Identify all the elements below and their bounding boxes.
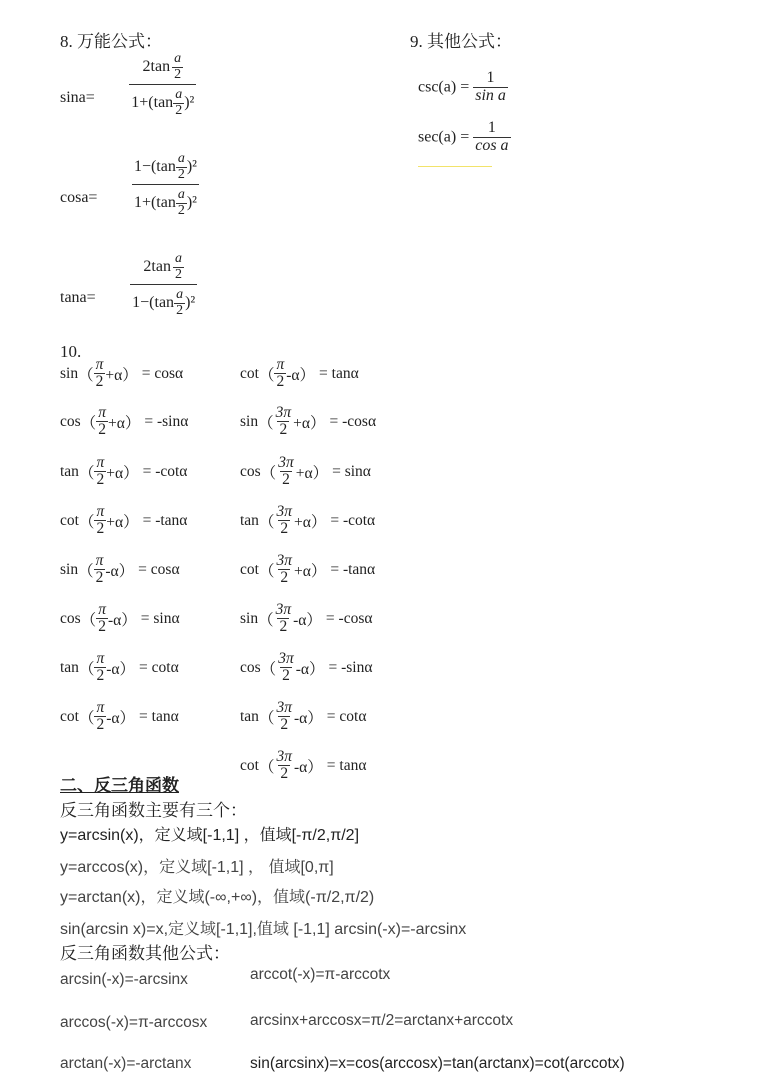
fraction-numerator: 3π (276, 748, 292, 765)
open-paren: （ (78, 562, 94, 580)
fraction-numerator: 3π (276, 503, 292, 520)
formula-arctan-neg: arctan(-x)=-arctanx (60, 1055, 192, 1072)
angle-operator: +α） (293, 562, 327, 580)
open-paren: （ (258, 758, 275, 776)
function-name: cos (60, 412, 81, 430)
function-name: cos (60, 609, 81, 627)
angle-operator: -α） (105, 562, 135, 580)
cosa-formula (60, 152, 233, 219)
angle-operator: -α） (107, 611, 137, 629)
open-paren: （ (80, 611, 97, 629)
angle-fraction (276, 651, 296, 685)
section-9-title: 9. 其他公式： (410, 32, 512, 51)
right-row (240, 405, 376, 439)
result-value: = -sinα (328, 658, 373, 676)
highlight-underline (418, 166, 492, 167)
arcsin-definition: y=arcsin(x)，定义域[-1,1] ，值域[-π/2,π/2] (60, 827, 360, 844)
angle-fraction (94, 455, 106, 489)
function-name: tan (240, 707, 259, 725)
two-tan: 2tan (142, 57, 171, 75)
fraction-numerator: 3π (278, 650, 294, 667)
function-name: cot (240, 560, 259, 578)
other-formulas-title: 反三角函数其他公式： (60, 944, 230, 963)
fraction-denominator: 2 (279, 618, 288, 636)
formula-composition: sin(arcsinx)=x=cos(arccosx)=tan(arctanx)=cot(arccotx) (250, 1055, 625, 1072)
fraction-denominator: 2 (95, 373, 104, 391)
angle-operator: +α） (105, 366, 138, 384)
section-title: 反三角函数 (94, 776, 179, 795)
a-var: a (174, 251, 182, 266)
result-value: = -cosα (325, 609, 373, 627)
open-paren: （ (78, 464, 95, 482)
angle-fraction (274, 700, 294, 734)
identity-line: sin(arcsin x)=x,定义域[-1,1],值域 [-1,1] arcsin(-x)=-arcsinx (60, 921, 467, 938)
function-name: tan (60, 462, 79, 480)
open-paren: （ (258, 513, 275, 531)
open-paren: （ (78, 660, 95, 678)
arctan-definition: y=arctan(x)，定义域(-∞,+∞)，值域(-π/2,π/2) (60, 889, 375, 906)
open-paren: （ (258, 366, 275, 384)
inverse-section-heading (60, 771, 179, 796)
right-row (240, 602, 372, 636)
fraction-numerator: π (95, 356, 104, 373)
open-paren: （ (258, 611, 274, 629)
result-value: = -cosα (329, 412, 377, 430)
one-plus-tan: 1+(tan (133, 194, 176, 212)
fraction-denominator: 2 (279, 421, 288, 439)
tana-label: tana= (60, 289, 96, 307)
fraction-denominator: 2 (96, 716, 105, 734)
two-den: 2 (177, 203, 185, 219)
angle-fraction (274, 602, 294, 636)
fraction-denominator: 2 (95, 569, 104, 587)
function-name: sin (240, 609, 259, 627)
function-name: tan (60, 658, 79, 676)
angle-fraction (94, 504, 106, 538)
function-name: sin (240, 412, 259, 430)
fraction-numerator: 3π (275, 404, 292, 421)
formula-arccot-neg: arccot(-x)=π-arccotx (250, 966, 391, 983)
close-sq: )² (186, 157, 197, 175)
open-paren: （ (78, 709, 95, 727)
fraction-numerator: π (96, 650, 105, 667)
csc-formula (418, 70, 508, 105)
formula-arccos-neg: arccos(-x)=π-arccosx (60, 1014, 208, 1031)
angle-operator: +α） (293, 414, 326, 432)
a-var: a (177, 187, 185, 203)
function-name: cos (240, 658, 261, 676)
left-row (60, 504, 187, 538)
one-minus-tan: 1−(tan (133, 157, 176, 175)
angle-fraction (274, 504, 294, 538)
sin-a-den: sin a (475, 86, 506, 104)
fraction-denominator: 2 (280, 520, 289, 538)
fraction-denominator: 2 (280, 765, 289, 783)
fraction-numerator: 3π (278, 454, 294, 471)
right-row (240, 749, 366, 783)
result-value: = sinα (140, 609, 180, 627)
left-row (60, 553, 180, 587)
angle-operator: +α） (106, 464, 139, 482)
open-paren: （ (78, 513, 95, 531)
right-row (240, 651, 373, 685)
one-minus-tan: 1−(tan (132, 294, 175, 312)
angle-fraction (94, 357, 106, 391)
fraction-denominator: 2 (282, 471, 290, 489)
function-name: tan (240, 511, 259, 529)
section-10-title: 10. (60, 342, 82, 361)
right-row (240, 553, 375, 587)
fraction-numerator: 3π (275, 601, 292, 618)
open-paren: （ (260, 464, 277, 482)
function-name: cot (240, 364, 259, 382)
one-num: 1 (486, 69, 495, 86)
angle-fraction (276, 455, 296, 489)
tana-formula (60, 252, 232, 319)
fraction-numerator: π (98, 601, 106, 618)
result-value: = -cotα (142, 462, 188, 480)
left-row (60, 651, 179, 685)
fraction-denominator: 2 (280, 716, 289, 734)
sec-formula (418, 120, 511, 155)
section-prefix: 二、 (60, 776, 94, 795)
one-num: 1 (487, 119, 496, 136)
function-name: cot (240, 756, 259, 774)
angle-operator: -α） (293, 758, 323, 776)
angle-operator: -α） (106, 660, 136, 678)
angle-operator: -α） (293, 611, 322, 629)
two-den: 2 (176, 303, 184, 319)
two-tan: 2tan (143, 257, 171, 275)
left-row (60, 700, 179, 734)
open-paren: （ (78, 366, 94, 384)
fraction-numerator: π (95, 552, 104, 569)
angle-operator: -α） (286, 366, 316, 384)
result-value: = sinα (332, 462, 371, 480)
intro-text: 反三角函数主要有三个： (60, 801, 247, 820)
angle-operator: +α） (107, 414, 141, 432)
angle-operator: +α） (293, 513, 327, 531)
fraction-numerator: 3π (276, 699, 292, 716)
result-value: = cotα (139, 658, 179, 676)
fraction-numerator: π (276, 356, 285, 373)
fraction-denominator: 2 (96, 471, 105, 489)
fraction-denominator: 2 (98, 618, 106, 636)
angle-operator: -α） (295, 660, 325, 678)
angle-operator: +α） (295, 464, 329, 482)
open-paren: （ (258, 414, 274, 432)
open-paren: （ (258, 709, 275, 727)
fraction-numerator: π (96, 503, 105, 520)
fraction-denominator: 2 (96, 520, 105, 538)
formula-arcsin-neg: arcsin(-x)=-arcsinx (60, 971, 188, 988)
a-var: a (176, 287, 184, 303)
angle-fraction (94, 651, 106, 685)
right-row (240, 455, 371, 489)
fraction-numerator: π (96, 454, 105, 471)
fraction-denominator: 2 (280, 569, 289, 587)
function-name: cos (240, 462, 261, 480)
close-sq: )² (184, 94, 195, 112)
two-den: 2 (174, 66, 182, 82)
result-value: = cotα (326, 707, 367, 725)
two-den: 2 (174, 266, 182, 282)
cosa-label: cosa= (60, 189, 98, 207)
result-value: = tanα (139, 707, 179, 725)
result-value: = cosα (141, 364, 184, 382)
formula-sum-identity: arcsinx+arccosx=π/2=arctanx+arccotx (250, 1012, 514, 1029)
function-name: sin (60, 364, 79, 382)
result-value: = -tanα (330, 560, 376, 578)
angle-fraction (274, 553, 294, 587)
angle-fraction (274, 357, 286, 391)
sina-label: sina= (60, 89, 95, 107)
right-row (240, 504, 375, 538)
angle-fraction (94, 700, 106, 734)
left-row (60, 455, 187, 489)
open-paren: （ (80, 414, 97, 432)
a-var: a (175, 87, 183, 103)
function-name: cot (60, 511, 79, 529)
function-name: cot (60, 707, 79, 725)
angle-fraction (96, 405, 108, 439)
left-row (60, 357, 183, 391)
close-sq: )² (186, 194, 197, 212)
result-value: = -cotα (330, 511, 376, 529)
angle-operator: -α） (293, 709, 323, 727)
right-row (240, 700, 366, 734)
fraction-numerator: π (96, 699, 105, 716)
result-value: = -tanα (142, 511, 188, 529)
angle-fraction (94, 553, 106, 587)
result-value: = cosα (138, 560, 180, 578)
right-row (240, 357, 359, 391)
fraction-denominator: 2 (276, 373, 285, 391)
fraction-denominator: 2 (282, 667, 290, 685)
cos-a-den: cos a (475, 136, 509, 154)
csc-label: csc(a) = (418, 78, 470, 96)
function-name: sin (60, 560, 79, 578)
result-value: = -sinα (144, 412, 189, 430)
open-paren: （ (258, 562, 275, 580)
two-den: 2 (175, 103, 183, 119)
left-row (60, 405, 188, 439)
fraction-numerator: π (98, 404, 106, 421)
result-value: = tanα (319, 364, 359, 382)
fraction-denominator: 2 (96, 667, 105, 685)
one-plus-tan: 1+(tan (131, 94, 174, 112)
two-den: 2 (177, 166, 185, 182)
angle-operator: -α） (106, 709, 136, 727)
close-sq: )² (185, 294, 196, 312)
result-value: = tanα (326, 756, 367, 774)
arccos-definition: y=arccos(x)，定义域[-1,1] ， 值域[0,π] (60, 859, 334, 876)
sina-formula (60, 52, 231, 119)
sec-label: sec(a) = (418, 128, 470, 146)
fraction-numerator: 3π (276, 552, 292, 569)
open-paren: （ (260, 660, 277, 678)
left-row (60, 602, 180, 636)
a-var: a (177, 151, 185, 166)
section-8-title: 8. 万能公式： (60, 32, 162, 51)
angle-operator: +α） (106, 513, 139, 531)
fraction-denominator: 2 (98, 421, 106, 439)
angle-fraction (274, 749, 294, 783)
angle-fraction (96, 602, 108, 636)
angle-fraction (274, 405, 294, 439)
a-var: a (174, 51, 182, 66)
